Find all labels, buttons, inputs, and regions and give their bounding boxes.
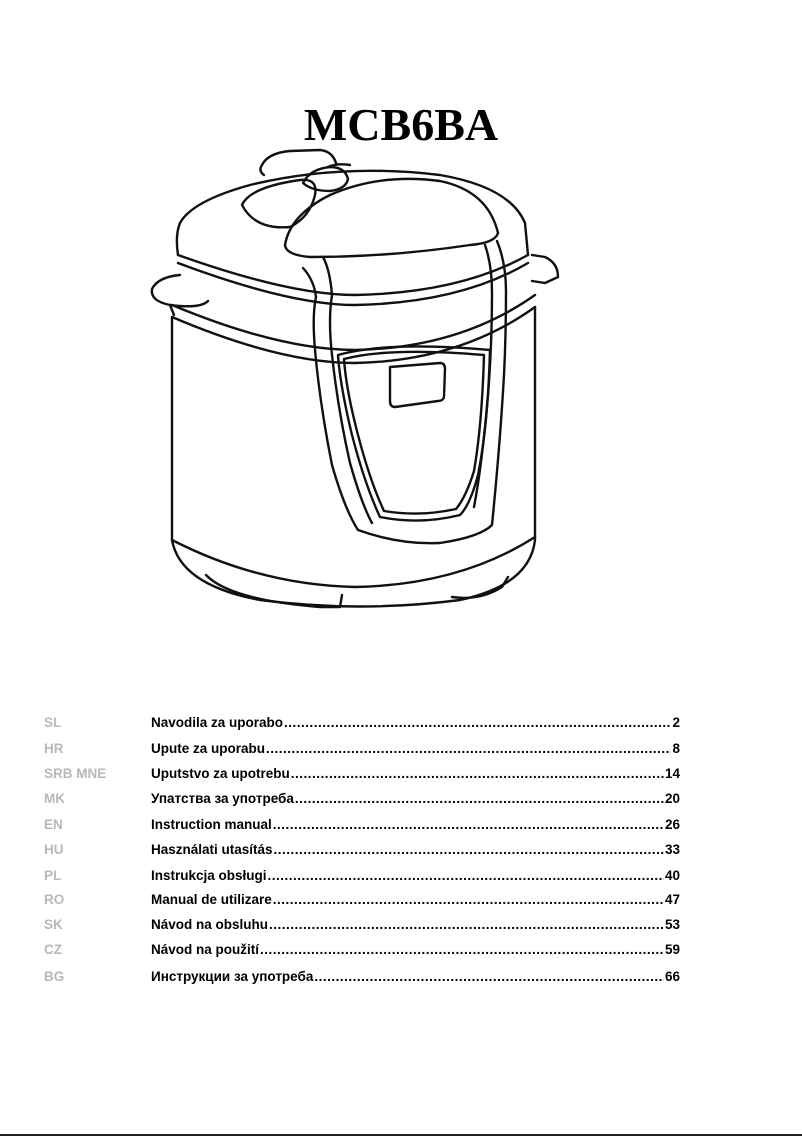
toc-entry[interactable]	[151, 713, 680, 733]
toc-entry[interactable]	[151, 915, 680, 935]
dot-leader	[266, 739, 671, 759]
dot-leader	[274, 840, 664, 860]
language-code: HU	[44, 842, 64, 857]
toc-row[interactable]	[0, 840, 802, 860]
page-number: 33	[664, 842, 680, 857]
pressure-cooker-illustration	[140, 145, 570, 615]
page-number: 2	[672, 715, 680, 730]
toc-entry[interactable]	[151, 866, 680, 886]
toc-row[interactable]	[0, 713, 802, 733]
toc-row[interactable]	[0, 915, 802, 935]
language-code: PL	[44, 868, 62, 883]
language-code: SK	[44, 917, 63, 932]
document-title: MCB6BA	[303, 98, 499, 150]
toc-title: Instruction manual	[151, 817, 272, 832]
language-code: SRB MNE	[44, 766, 107, 781]
toc-title: Navodila za uporabo	[151, 715, 284, 730]
page-number: 14	[664, 766, 680, 781]
toc-row[interactable]	[0, 866, 802, 886]
toc-entry[interactable]	[151, 764, 680, 784]
page-number: 8	[672, 741, 680, 756]
toc-title: Návod na použití	[151, 942, 259, 957]
dot-leader	[291, 764, 664, 784]
toc-entry[interactable]	[151, 940, 680, 960]
toc-title: Инструкции за употреба	[151, 969, 314, 984]
toc-row[interactable]	[0, 815, 802, 835]
language-code: SL	[44, 715, 62, 730]
toc-title: Návod na obsluhu	[151, 917, 269, 932]
page-number: 40	[664, 868, 680, 883]
toc-row[interactable]	[0, 764, 802, 784]
toc-entry[interactable]	[151, 815, 680, 835]
page-number: 59	[664, 942, 680, 957]
toc-row[interactable]	[0, 940, 802, 960]
dot-leader	[260, 940, 664, 960]
toc-entry[interactable]	[151, 967, 680, 987]
page-number: 20	[664, 791, 680, 806]
toc-title: Használati utasítás	[151, 842, 273, 857]
language-code: BG	[44, 969, 65, 984]
toc-title: Uputstvo za upotrebu	[151, 766, 290, 781]
dot-leader	[314, 967, 664, 987]
toc-title: Instrukcja obsługi	[151, 868, 267, 883]
toc-title: Упатства за употреба	[151, 791, 294, 806]
toc-entry[interactable]	[151, 789, 680, 809]
toc-row[interactable]	[0, 739, 802, 759]
toc-row[interactable]	[0, 789, 802, 809]
toc-title: Upute za uporabu	[151, 741, 265, 756]
language-code: RO	[44, 892, 65, 907]
dot-leader	[269, 915, 664, 935]
toc-row[interactable]	[0, 967, 802, 987]
page-number: 47	[664, 892, 680, 907]
dot-leader	[273, 890, 664, 910]
dot-leader	[273, 815, 664, 835]
language-code: CZ	[44, 942, 62, 957]
toc-title: Manual de utilizare	[151, 892, 272, 907]
toc-row[interactable]	[0, 890, 802, 910]
dot-leader	[295, 789, 664, 809]
language-code: MK	[44, 791, 65, 806]
dot-leader	[284, 713, 671, 733]
language-code: EN	[44, 817, 63, 832]
page-number: 26	[664, 817, 680, 832]
page-number: 53	[664, 917, 680, 932]
toc-entry[interactable]	[151, 739, 680, 759]
toc-entry[interactable]	[151, 890, 680, 910]
language-code: HR	[44, 741, 64, 756]
dot-leader	[268, 866, 664, 886]
toc-entry[interactable]	[151, 840, 680, 860]
page-number: 66	[664, 969, 680, 984]
